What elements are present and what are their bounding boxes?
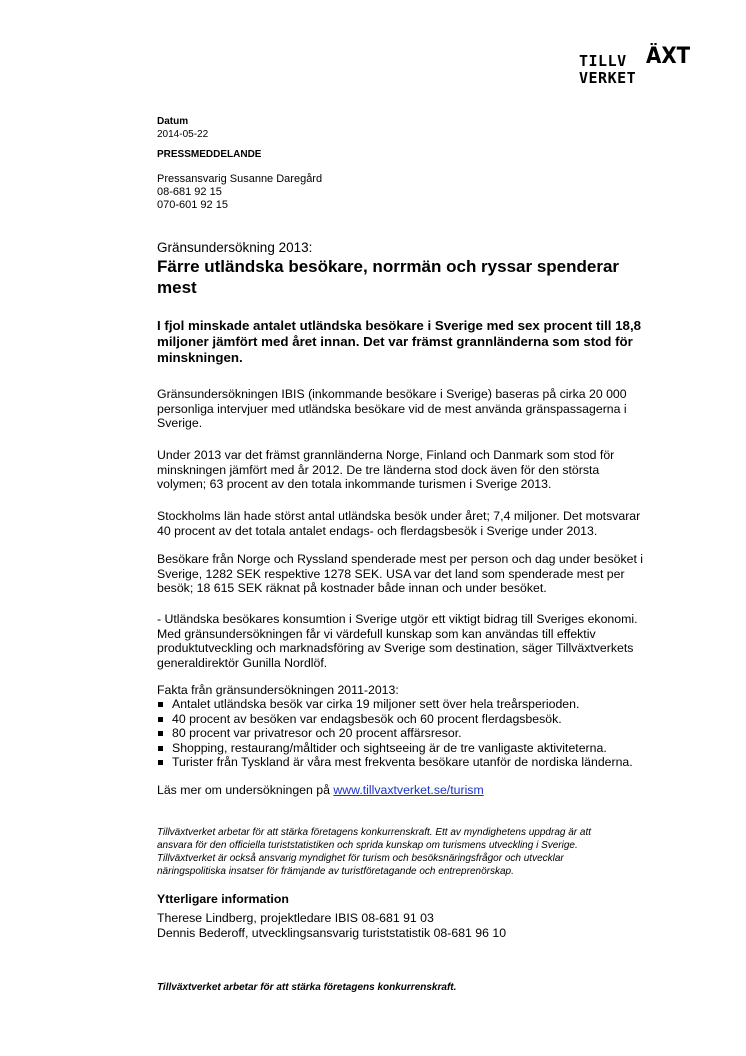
list-item (157, 712, 633, 727)
logo-line-1-big: ÄXT (646, 44, 691, 69)
date-value: 2014-05-22 (157, 129, 209, 140)
press-contact-phone-2: 070-601 92 15 (157, 199, 228, 211)
read-more-text: Läs mer om undersökningen på (157, 783, 334, 797)
text-line: - Utländska besökares konsumtion i Sverige utgör ett viktigt bidrag till Sveriges ekonomi. (157, 612, 638, 626)
more-info-contact-1: Therese Lindberg, projektledare IBIS 08-681 91 03 (157, 911, 434, 925)
lead-paragraph (157, 318, 657, 366)
fact-text: 40 procent av besöken var endagsbesök och 60 procent flerdagsbesök. (172, 711, 562, 726)
lead-line: I fjol minskade antalet utländska besökare i Sverige med sex procent till 18,8 (157, 318, 642, 333)
document-type: PRESSMEDDELANDE (157, 149, 262, 160)
fact-text: 80 procent var privatresor och 20 procent affärsresor. (172, 726, 462, 741)
logo-line-1: TILLV (579, 52, 627, 70)
text-line: Med gränsundersökningen får vi värdefull kunskap som kan användas till effektiv (157, 626, 596, 641)
bullet-icon (158, 731, 163, 736)
headline-kicker: Gränsundersökning 2013: (157, 240, 313, 255)
text-line: näringspolitiska insatser för främjande av turistföretagande och entreprenörskap. (157, 866, 514, 877)
text-line: volymen; 63 procent av den totala inkommande turismen i Sverige 2013. (157, 477, 552, 492)
bullet-icon (158, 702, 163, 707)
press-contact-name: Pressansvarig Susanne Daregård (157, 173, 323, 185)
list-item (157, 755, 633, 770)
body-paragraph-4 (157, 552, 644, 596)
text-line: generaldirektör Gunilla Nordlöf. (157, 655, 328, 670)
list-item (157, 697, 633, 712)
date-label: Datum (157, 116, 189, 127)
text-line: Sverige. (157, 416, 203, 431)
text-line: Sverige, 1282 SEK respektive 1278 SEK. USA var det land som spenderade mest per (157, 566, 625, 581)
quote-paragraph (157, 612, 638, 670)
press-contact-phone-1: 08-681 92 15 (157, 186, 222, 198)
text-line: Under 2013 var det främst grannländerna Norge, Finland och Danmark som stod för (157, 448, 615, 462)
lead-line: miljoner jämfört med året innan. Det var främst grannländerna som stod för (157, 334, 633, 349)
body-paragraph-1 (157, 387, 627, 431)
read-more-line (157, 783, 484, 798)
about-agency-note (157, 826, 591, 878)
text-line: ansvara för den officiella turiststatistiken och sprida kunskap om turismens utveckling i Sverige. (157, 840, 578, 851)
body-paragraph-2 (157, 448, 627, 492)
headline-title-line-1: Färre utländska besökare, norrmän och ryssar spenderar (157, 257, 620, 276)
text-line: produktutveckling och marknadsföring av Sverige som destination, säger Tillväxtverkets (157, 641, 634, 656)
text-line: minskningen jämfört med år 2012. De tre länderna stod dock även för den största (157, 462, 600, 477)
list-item (157, 741, 633, 756)
text-line: Tillväxtverket arbetar för att stärka företagens konkurrenskraft. Ett av myndighetens uppdrag är att (157, 827, 592, 838)
more-info-heading: Ytterligare information (157, 892, 289, 906)
read-more-link[interactable]: www.tillvaxtverket.se/turism (333, 783, 484, 797)
headline-title-line-2: mest (157, 278, 197, 297)
facts-list (157, 697, 633, 770)
text-line: 40 procent av det totala antalet endags- och flerdagsbesök i Sverige under 2013. (157, 523, 598, 538)
facts-heading: Fakta från gränsundersökningen 2011-2013: (157, 683, 399, 697)
bullet-icon (158, 760, 163, 765)
body-paragraph-3 (157, 509, 641, 538)
list-item (157, 726, 633, 741)
fact-text: Turister från Tyskland är våra mest frekventa besökare utanför de nordiska länderna. (172, 755, 633, 770)
text-line: besök; 18 615 SEK räknat på kostnader både innan och under besöket. (157, 581, 547, 596)
text-line: Tillväxtverket är också ansvarig myndighet för turism och besöksnäringsfrågor och utvecklar (157, 853, 564, 864)
lead-line: minskningen. (157, 350, 243, 365)
bullet-icon (158, 746, 163, 751)
fact-text: Antalet utländska besök var cirka 19 miljoner sett över hela treårsperioden. (172, 697, 580, 711)
logo-line-2: VERKET (579, 69, 637, 87)
fact-text: Shopping, restaurang/måltider och sightseeing är de tre vanligaste aktiviteterna. (172, 740, 607, 755)
bullet-icon (158, 717, 163, 722)
text-line: Gränsundersökningen IBIS (inkommande besökare i Sverige) baseras på cirka 20 000 (157, 387, 627, 401)
text-line: Stockholms län hade störst antal utländska besök under året; 7,4 miljoner. Det motsvarar (157, 509, 641, 523)
footer-tagline: Tillväxtverket arbetar för att stärka företagens konkurrenskraft. (157, 982, 457, 993)
more-info-contact-2: Dennis Bederoff, utvecklingsansvarig turiststatistik 08-681 96 10 (157, 926, 507, 940)
text-line: personliga intervjuer med utländska besökare vid de mest använda gränspassagerna i (157, 401, 627, 416)
tillvaxtverket-logo (579, 44, 691, 90)
text-line: Besökare från Norge och Ryssland spenderade mest per person och dag under besöket i (157, 552, 644, 566)
